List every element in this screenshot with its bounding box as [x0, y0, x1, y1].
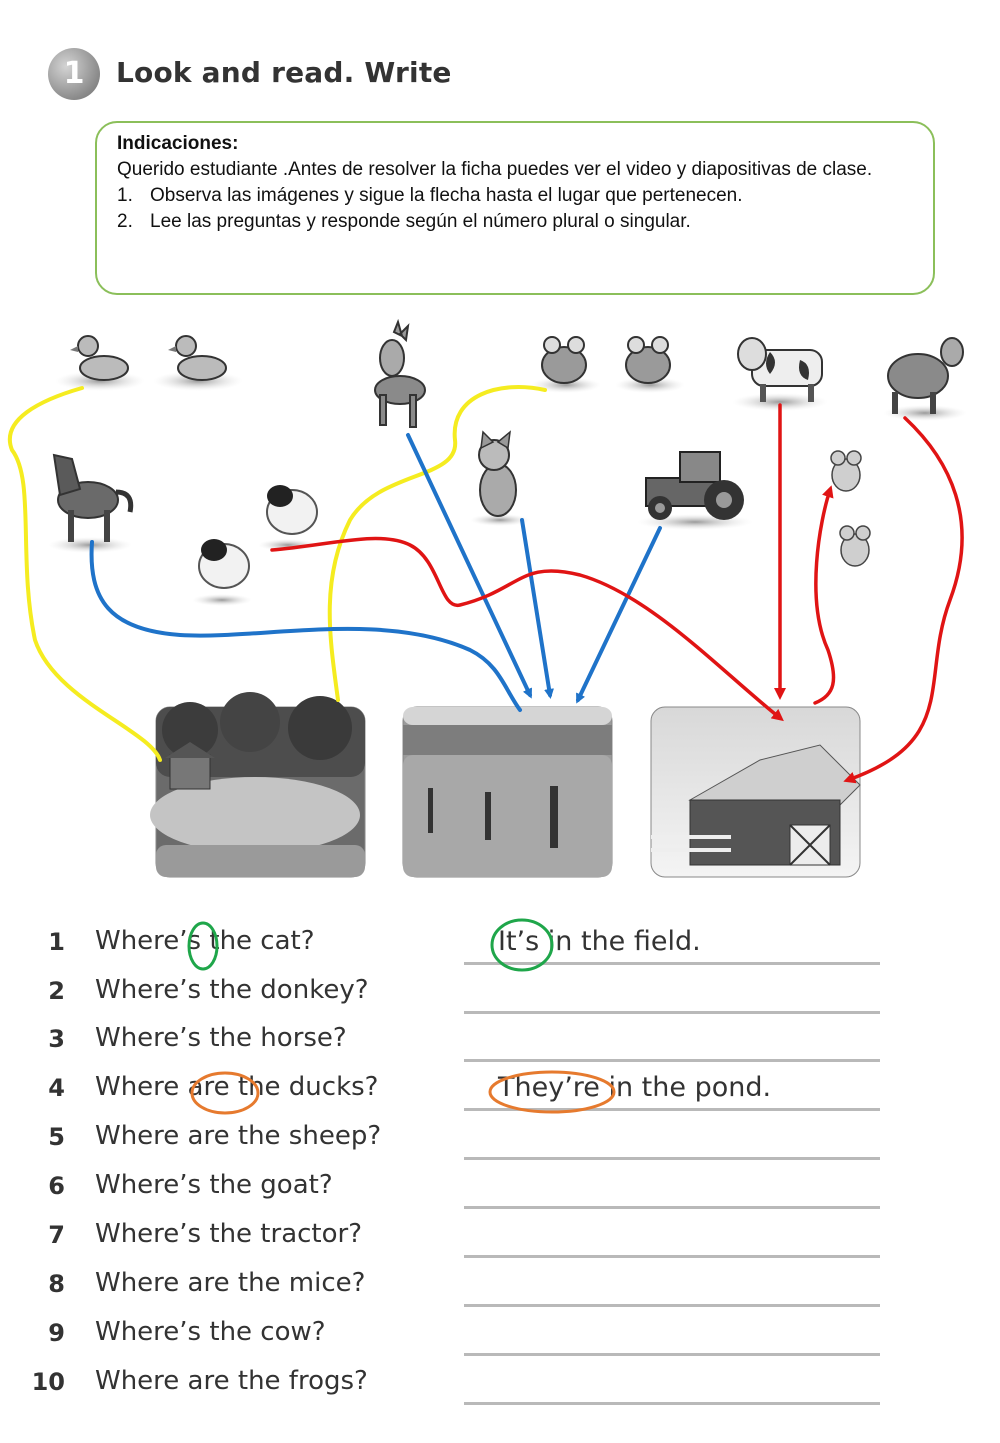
question-number: 9 — [48, 1319, 65, 1347]
exercise-number-badge: 1 — [48, 48, 100, 100]
question-text: Where are the ducks? — [95, 1072, 379, 1102]
instructions-heading: Indicaciones: — [117, 133, 239, 154]
question-number: 4 — [48, 1074, 65, 1102]
answer-line[interactable] — [464, 1402, 880, 1405]
ducks-icon — [55, 336, 243, 391]
tractor-icon — [637, 452, 753, 530]
barn-photo — [651, 707, 860, 877]
question-row — [0, 1019, 1000, 1067]
answer-line[interactable] — [464, 1059, 880, 1062]
instruction-number: 2. — [117, 211, 133, 232]
question-row — [0, 922, 1000, 970]
question-text: Where’s the horse? — [95, 1023, 347, 1053]
answer-line[interactable] — [464, 1304, 880, 1307]
question-text: Where are the mice? — [95, 1268, 366, 1298]
question-row — [0, 971, 1000, 1019]
answer-line[interactable] — [464, 1157, 880, 1160]
question-text: Where’s the cat? — [95, 926, 315, 956]
question-row — [0, 1068, 1000, 1116]
question-row — [0, 1117, 1000, 1165]
question-number: 2 — [48, 977, 65, 1005]
cow-icon — [732, 338, 828, 411]
frogs-icon — [531, 337, 685, 393]
question-number: 5 — [48, 1123, 65, 1151]
mice-icon — [831, 451, 870, 566]
exercise-title: Look and read. Write — [116, 56, 452, 89]
answer-text[interactable]: It’s in the field. — [498, 926, 701, 957]
pond-photo — [150, 692, 365, 877]
question-text: Where’s the donkey? — [95, 975, 369, 1005]
cat-icon — [470, 432, 530, 526]
answer-line[interactable] — [464, 962, 880, 965]
instruction-number: 1. — [117, 185, 133, 206]
matching-diagram — [0, 300, 1000, 890]
instruction-item — [117, 183, 917, 209]
question-number: 7 — [48, 1221, 65, 1249]
question-number: 10 — [31, 1368, 65, 1396]
question-text: Where’s the cow? — [95, 1317, 326, 1347]
question-text: Where are the frogs? — [95, 1366, 368, 1396]
question-number: 8 — [48, 1270, 65, 1298]
instruction-item — [117, 209, 917, 235]
question-text: Where are the sheep? — [95, 1121, 382, 1151]
instruction-text: Observa las imágenes y sigue la flecha hasta el lugar que pertenecen. — [150, 185, 743, 206]
question-row — [0, 1362, 1000, 1410]
question-text: Where’s the goat? — [95, 1170, 333, 1200]
answer-line[interactable] — [464, 1206, 880, 1209]
question-number: 1 — [48, 928, 65, 956]
goat-icon — [883, 338, 967, 421]
question-text: Where’s the tractor? — [95, 1219, 363, 1249]
question-number: 6 — [48, 1172, 65, 1200]
instructions-intro: Querido estudiante .Antes de resolver la ficha puedes ver el video y diapositivas de clase. — [117, 159, 873, 180]
instructions-text — [117, 131, 917, 235]
answer-line[interactable] — [464, 1255, 880, 1258]
instruction-text: Lee las preguntas y responde según el número plural o singular. — [150, 211, 691, 232]
pond-lines — [10, 387, 545, 760]
question-number: 3 — [48, 1025, 65, 1053]
answer-line[interactable] — [464, 1011, 880, 1014]
question-row — [0, 1313, 1000, 1361]
donkey-icon — [375, 322, 425, 427]
field-photo — [403, 707, 612, 877]
question-row — [0, 1166, 1000, 1214]
horse-icon — [48, 455, 132, 553]
question-row — [0, 1215, 1000, 1263]
answer-text[interactable]: They’re in the pond. — [498, 1072, 772, 1103]
question-row — [0, 1264, 1000, 1312]
answer-line[interactable] — [464, 1108, 880, 1111]
answer-line[interactable] — [464, 1353, 880, 1356]
